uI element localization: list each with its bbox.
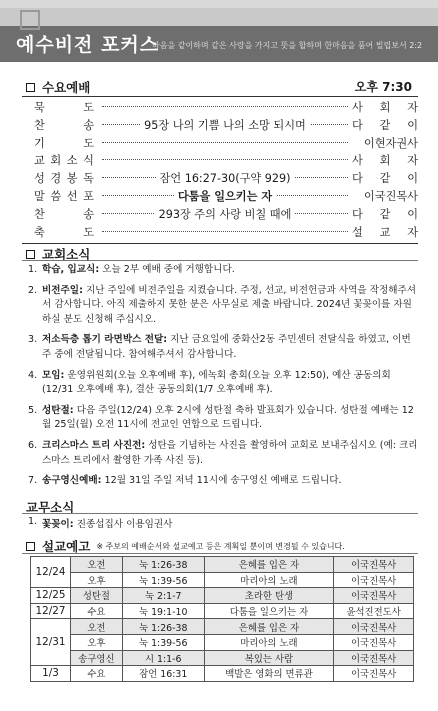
item-number: 4. — [28, 369, 38, 381]
order-label-char: 회 — [50, 154, 62, 168]
bulletin-header — [0, 0, 438, 62]
item-text — [42, 284, 418, 328]
item-head: 크리스마스 트리 사진전: — [42, 439, 146, 451]
table-row — [31, 572, 414, 588]
plan-sermon-title: 초라한 탄생 — [204, 588, 334, 604]
plan-preacher: 이국진목사 — [334, 572, 414, 588]
order-role — [352, 99, 418, 115]
table-row — [31, 557, 414, 573]
order-content-text: 다툼을 일으키는 자 — [174, 190, 276, 203]
item-text — [42, 263, 418, 278]
item-number: 6. — [28, 439, 38, 451]
plan-sermon-title: 다툼을 일으키는 자 — [204, 603, 334, 619]
item-body: 오늘 2부 예배 중에 거행합니다. — [99, 264, 235, 275]
plan-scripture: 눅 1:39-56 — [122, 634, 204, 650]
item-text — [42, 333, 418, 362]
table-row — [31, 634, 414, 650]
order-label-char: 찬 — [34, 207, 45, 221]
plan-sermon-title: 은혜를 입은 자 — [204, 619, 334, 635]
item-head: 송구영신예배: — [42, 475, 102, 487]
worship-title: 수요예배 — [42, 80, 91, 95]
order-label-char: 교 — [34, 154, 45, 168]
order-label — [34, 206, 94, 222]
order-content — [102, 117, 348, 133]
order-role-char: 사 — [352, 154, 363, 168]
staff-item — [28, 516, 172, 530]
order-content-text: 95장 나의 기쁨 나의 소망 되시며 — [140, 119, 310, 132]
order-role-char: 같 — [379, 118, 391, 132]
order-label — [34, 170, 94, 186]
plan-date: 12/24 — [31, 557, 71, 588]
order-label — [34, 224, 94, 240]
order-label-char: 소 — [66, 154, 78, 168]
plan-scripture: 눅 2:1-7 — [122, 588, 204, 604]
dotted-leader — [102, 142, 348, 143]
plan-sermon-title: 마리아의 노래 — [204, 634, 334, 650]
item-number: 2. — [28, 284, 38, 296]
order-label-char: 도 — [83, 225, 94, 239]
order-label-char: 찬 — [34, 118, 45, 132]
order-role-char: 이 — [407, 172, 418, 186]
order-label — [34, 135, 94, 151]
dotted-leader — [102, 159, 348, 160]
order-label-char: 묵 — [34, 101, 45, 114]
plan-preacher: 윤석진전도사 — [334, 603, 414, 619]
plan-date: 12/25 — [31, 588, 71, 604]
order-content-text: 잠언 16:27-30(구약 929) — [156, 172, 295, 185]
news-item — [28, 474, 418, 489]
item-head: 학습, 입교식: — [42, 264, 100, 275]
order-row — [34, 224, 418, 242]
order-role — [352, 206, 418, 222]
order-label — [34, 188, 94, 204]
table-row — [31, 619, 414, 635]
plan-preacher: 이국진목사 — [334, 634, 414, 650]
order-row — [34, 170, 418, 188]
plan-scripture: 눅 1:26-38 — [122, 619, 204, 635]
plan-preacher: 이국진목사 — [334, 588, 414, 604]
item-head: 성탄절: — [42, 404, 74, 416]
order-role — [352, 224, 418, 240]
item-number: 7. — [28, 475, 38, 487]
item-body: 진종섭집사 이용임권사 — [73, 519, 173, 530]
item-number: 1. — [28, 516, 38, 527]
order-label-char: 독 — [83, 172, 94, 186]
order-role-char: 다 — [352, 118, 363, 132]
table-row — [31, 588, 414, 604]
order-label-char: 식 — [83, 154, 94, 168]
order-role-char: 회 — [379, 101, 391, 114]
plan-preacher: 이국진목사 — [334, 619, 414, 635]
order-role: 이현자권사 — [363, 136, 418, 150]
news-item — [28, 439, 418, 468]
plan-preacher: 이국진목사 — [334, 666, 414, 682]
item-body: 12월 31일 주일 저녁 11시에 송구영신 예배로 드립니다. — [101, 475, 342, 487]
plan-service: 오전 — [70, 619, 122, 635]
order-row — [34, 206, 418, 224]
item-text — [42, 439, 418, 468]
order-label — [34, 99, 94, 115]
order-role-char: 자 — [407, 225, 418, 239]
order-role-char: 사 — [352, 101, 363, 114]
order-role-char: 다 — [352, 207, 363, 221]
checkbox-square-icon — [26, 83, 35, 92]
staff-list — [28, 516, 172, 536]
header-square-icon — [20, 10, 40, 30]
order-role: 이국진목사 — [363, 189, 418, 203]
news-item — [28, 404, 418, 433]
order-role-char: 자 — [407, 154, 418, 168]
table-row — [31, 603, 414, 619]
header-slogan: 마음을 같이하며 같은 사랑을 가지고 뜻을 합하며 한마음을 품어 빌립보서 2:2 — [152, 41, 423, 50]
order-role-char: 자 — [407, 101, 418, 114]
table-row — [31, 650, 414, 666]
plan-sermon-title: 복있는 사람 — [204, 650, 334, 666]
item-number: 3. — [28, 334, 38, 346]
plan-service: 수요 — [70, 666, 122, 682]
plan-preacher: 이국진목사 — [334, 650, 414, 666]
order-role — [352, 117, 418, 133]
order-role-char: 같 — [379, 207, 391, 221]
plan-scripture: 눅 1:39-56 — [122, 572, 204, 588]
plan-scripture: 눅 19:1-10 — [122, 603, 204, 619]
checkbox-square-icon — [26, 250, 35, 259]
item-text — [42, 474, 418, 489]
item-head: 저소득층 톱기 라면박스 전달: — [42, 334, 168, 346]
header-stripe — [0, 0, 438, 8]
order-label-char: 송 — [83, 207, 94, 221]
order-label-char: 성 — [34, 172, 45, 186]
order-role — [352, 170, 418, 186]
item-number: 5. — [28, 404, 38, 416]
news-item — [28, 369, 418, 398]
plan-date: 1/3 — [31, 666, 71, 682]
item-head: 비전주일: — [42, 284, 83, 296]
plan-date: 12/31 — [31, 619, 71, 666]
plan-scripture: 잠언 16:31 — [122, 666, 204, 682]
item-body: 다음 주일(12/24) 오후 2시에 성탄절 축하 발표회가 있습니다. 성탄절 예배는 12월 25일(월) 오전 11시에 전교인 연합으로 드립니다. — [42, 404, 414, 431]
order-row — [34, 135, 418, 153]
news-title: 교회소식 — [42, 247, 91, 262]
worship-heading — [26, 78, 90, 96]
order-label-char: 씀 — [50, 189, 62, 203]
order-row — [34, 152, 418, 170]
item-text — [42, 369, 418, 398]
plan-sermon-title: 은혜를 입은 자 — [204, 557, 334, 573]
plan-scripture: 시 1:1-6 — [122, 650, 204, 666]
plan-note: ※ 주보의 예배순서와 설교예고 등은 계획일 뿐이며 변경될 수 있습니다. — [96, 541, 345, 551]
order-role-char: 교 — [379, 225, 391, 239]
news-list — [28, 263, 418, 495]
order-role-char: 설 — [352, 225, 363, 239]
order-label-char: 경 — [50, 172, 62, 186]
order-role-char: 이 — [407, 118, 418, 132]
order-content — [102, 170, 348, 186]
header-title: 예수비전 포커스 — [16, 34, 160, 56]
plan-scripture: 눅 1:26-38 — [122, 557, 204, 573]
order-role-char: 같 — [379, 172, 391, 186]
plan-service: 성탄절 — [70, 588, 122, 604]
item-body: 성탄을 기념하는 사진을 촬영하여 교회로 보내주십시오 (예: 크리스마스 트리에서 촬영한 가족 사진 등). — [42, 439, 418, 466]
staff-title: 교무소식 — [26, 500, 75, 515]
divider — [22, 513, 418, 514]
divider — [22, 96, 418, 97]
order-content — [102, 188, 348, 204]
plan-service: 오후 — [70, 572, 122, 588]
item-body: 지난 금요일에 중화산2동 주민센터 전달식을 하였고, 이번 주 중에 전달됩니다. 참여해주셔서 감사합니다. — [42, 334, 411, 360]
news-item — [28, 263, 418, 278]
news-item — [28, 333, 418, 362]
plan-date: 12/27 — [31, 603, 71, 619]
plan-title: 설교예고 — [42, 539, 91, 554]
order-label-char: 기 — [34, 136, 45, 150]
divider — [22, 243, 418, 244]
order-label-char: 도 — [83, 101, 94, 114]
item-head: 모임: — [42, 369, 65, 381]
plan-preacher: 이국진목사 — [334, 557, 414, 573]
dotted-leader — [102, 106, 348, 107]
order-content — [102, 206, 348, 222]
item-number: 1. — [28, 264, 38, 275]
item-text — [42, 516, 172, 530]
order-row — [34, 99, 418, 117]
order-role-char: 회 — [379, 154, 391, 168]
divider — [22, 260, 418, 261]
plan-service: 송구영신 — [70, 650, 122, 666]
table-row — [31, 666, 414, 682]
dotted-leader — [102, 231, 348, 232]
order-role-char: 이 — [407, 207, 418, 221]
order-role — [352, 152, 418, 168]
order-label-char: 송 — [83, 118, 94, 132]
order-label-char: 선 — [66, 189, 78, 203]
divider — [22, 553, 418, 554]
order-label — [34, 152, 94, 168]
sermon-plan-table — [30, 556, 414, 682]
item-body: 지난 주일에 비전주일을 지켰습니다. 주정, 선교, 비전헌금과 사역을 작정해주셔서 감사합니다. 아직 제출하지 못한 분은 사무실로 제출 바랍니다. 2024년 꽃꽂이를 자원하실 분도 신청해 주십시오. — [42, 284, 417, 325]
plan-service: 오후 — [70, 634, 122, 650]
worship-time: 오후 7:30 — [354, 80, 412, 94]
item-text — [42, 404, 418, 433]
order-label-char: 축 — [34, 225, 45, 239]
plan-sermon-title: 마리아의 노래 — [204, 572, 334, 588]
order-label-char: 말 — [34, 189, 45, 203]
worship-order — [34, 99, 418, 241]
plan-service: 수요 — [70, 603, 122, 619]
item-body: 운영위원회(오늘 오후예배 후), 에녹회 총회(오늘 오후 12:50), 예산 공동의회(12/31 오후예배 후), 결산 공동의회(1/7 오후예배 후). — [42, 369, 391, 396]
plan-service: 오전 — [70, 557, 122, 573]
order-label-char: 도 — [83, 136, 94, 150]
news-item — [28, 284, 418, 328]
order-role-char: 다 — [352, 172, 363, 186]
order-label-char: 포 — [83, 189, 94, 203]
order-label-char: 봉 — [66, 172, 78, 186]
order-content-text: 293장 주의 사랑 비칠 때에 — [155, 208, 296, 221]
checkbox-square-icon — [26, 542, 35, 551]
order-label — [34, 117, 94, 133]
order-row — [34, 117, 418, 135]
item-head: 꽃꽂이: — [42, 519, 74, 530]
order-row — [34, 188, 418, 206]
plan-sermon-title: 백발은 영화의 면류관 — [204, 666, 334, 682]
